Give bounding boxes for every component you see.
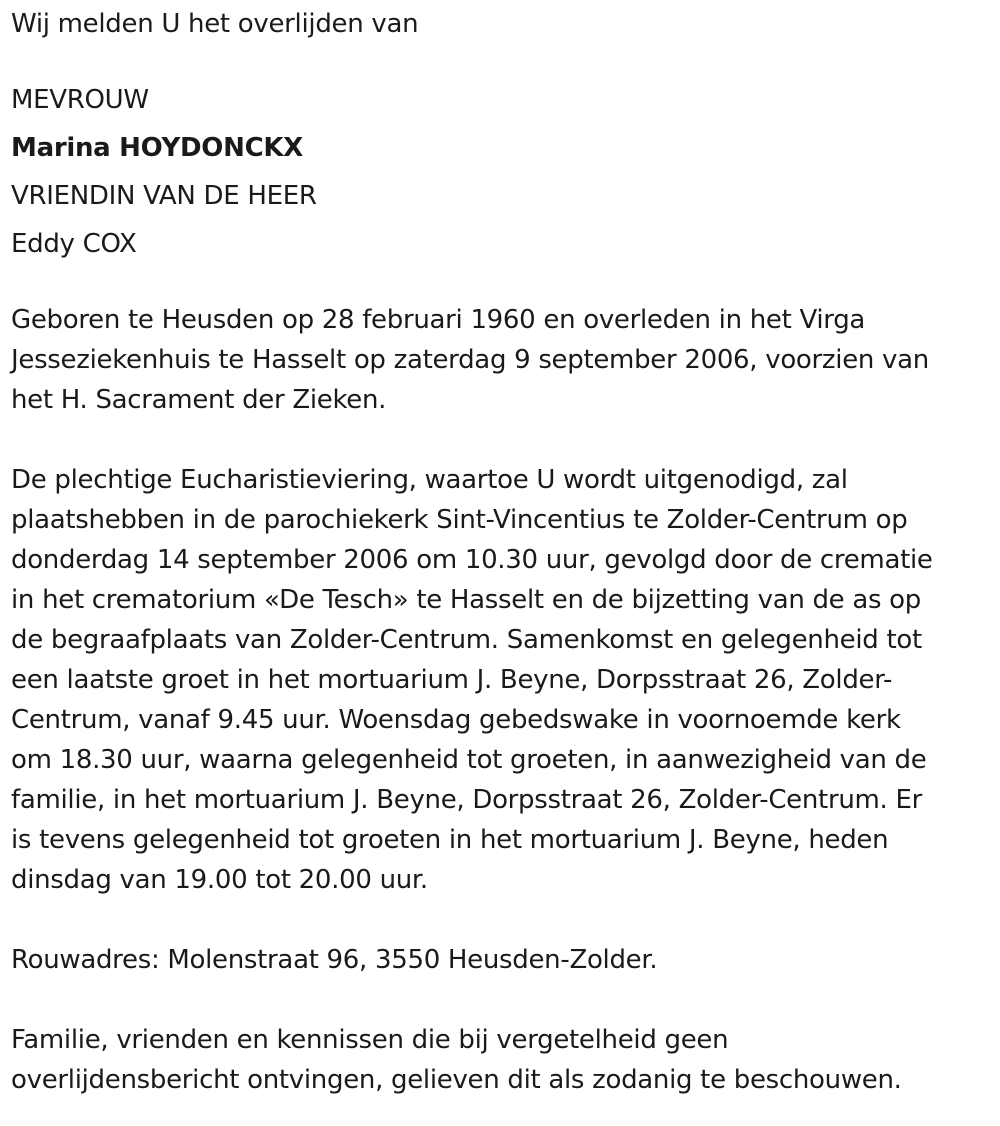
intro-text: Wij melden U het overlijden van [11, 9, 419, 39]
paragraph-line: een laatste groet in het mortuarium J. Beyne, Dorpsstraat 26, Zolder- [11, 665, 893, 695]
birth-death-paragraph [11, 300, 986, 420]
partner-name: Eddy COX [11, 229, 137, 259]
paragraph-line: het H. Sacrament der Zieken. [11, 385, 387, 415]
deceased-header [11, 76, 986, 268]
paragraph-line: overlijdensbericht ontvingen, gelieven dit als zodanig te beschouwen. [11, 1065, 902, 1095]
paragraph-line: donderdag 14 september 2006 om 10.30 uur, gevolgd door de crematie [11, 545, 933, 575]
paragraph-line: Familie, vrienden en kennissen die bij vergetelheid geen [11, 1025, 729, 1055]
paragraph-line: in het crematorium «De Tesch» te Hasselt en de bijzetting van de as op [11, 585, 921, 615]
paragraph-line: plaatshebben in de parochiekerk Sint-Vincentius te Zolder-Centrum op [11, 505, 908, 535]
mourning-address: Rouwadres: Molenstraat 96, 3550 Heusden-Zolder. [11, 945, 658, 975]
paragraph-line: Jesseziekenhuis te Hasselt op zaterdag 9 september 2006, voorzien van [11, 345, 929, 375]
paragraph-line: is tevens gelegenheid tot groeten in het mortuarium J. Beyne, heden [11, 825, 889, 855]
obituary-notice [11, 4, 986, 1100]
closing-paragraph [11, 1020, 986, 1100]
paragraph-line: de begraafplaats van Zolder-Centrum. Samenkomst en gelegenheid tot [11, 625, 922, 655]
paragraph-line: Geboren te Heusden op 28 februari 1960 en overleden in het Virga [11, 305, 866, 335]
paragraph-line: De plechtige Eucharistieviering, waartoe U wordt uitgenodigd, zal [11, 465, 848, 495]
deceased-name: Marina HOYDONCKX [11, 133, 303, 163]
ceremony-paragraph [11, 460, 986, 900]
paragraph-line: dinsdag van 19.00 tot 20.00 uur. [11, 865, 428, 895]
paragraph-line: om 18.30 uur, waarna gelegenheid tot groeten, in aanwezigheid van de [11, 745, 927, 775]
honorific: MEVROUW [11, 85, 149, 115]
paragraph-line: Centrum, vanaf 9.45 uur. Woensdag gebedswake in voornoemde kerk [11, 705, 901, 735]
paragraph-line: familie, in het mortuarium J. Beyne, Dorpsstraat 26, Zolder-Centrum. Er [11, 785, 922, 815]
relation-text: VRIENDIN VAN DE HEER [11, 181, 317, 211]
